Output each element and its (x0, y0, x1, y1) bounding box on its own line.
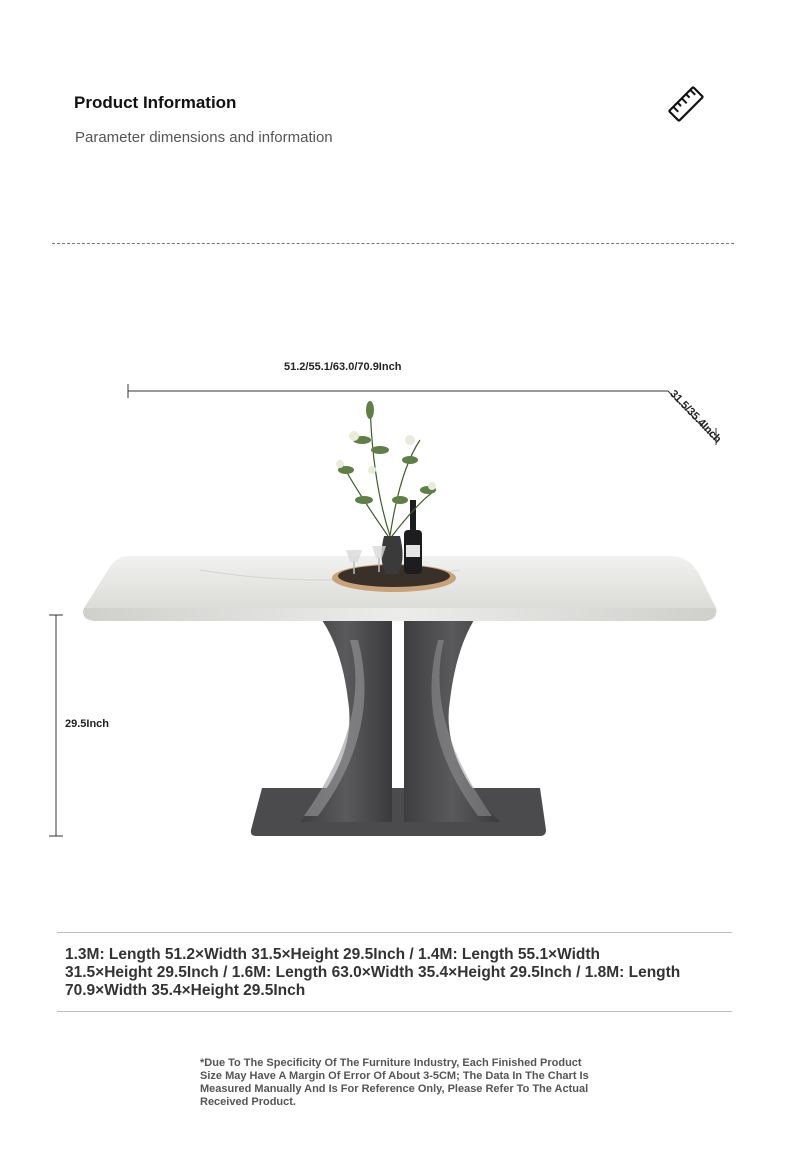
size-spec-text: 1.3M: Length 51.2×Width 31.5×Height 29.5Inch / 1.4M: Length 55.1×Width 31.5×Height 29.5Inch / 1.6M: Length 63.0×Width 35.4×Height 29.5Inch / 1.8M: Length 70.9×Width 35.4×Height 29.5Inch (65, 946, 681, 999)
width-dimension-label: 31.5/35.4Inch (667, 388, 724, 446)
section-subtitle: Parameter dimensions and information (75, 129, 333, 146)
spec-top-rule (57, 932, 732, 933)
height-dimension-label: 29.5Inch (65, 718, 110, 730)
section-divider (52, 243, 734, 244)
product-image (0, 340, 790, 860)
section-title: Product Information (74, 93, 237, 112)
length-dimension-label: 51.2/55.1/63.0/70.9Inch (284, 361, 402, 373)
spec-bottom-rule (57, 1011, 732, 1012)
disclaimer-note: *Due To The Specificity Of The Furniture Industry, Each Finished Product Size May Have A Margin Of Error Of About 3-5CM; The Data In The Chart Is Measured Manually And Is For Reference Only, Please Refer To The Actual Received Product. (200, 1057, 589, 1108)
ruler-icon (664, 82, 708, 126)
